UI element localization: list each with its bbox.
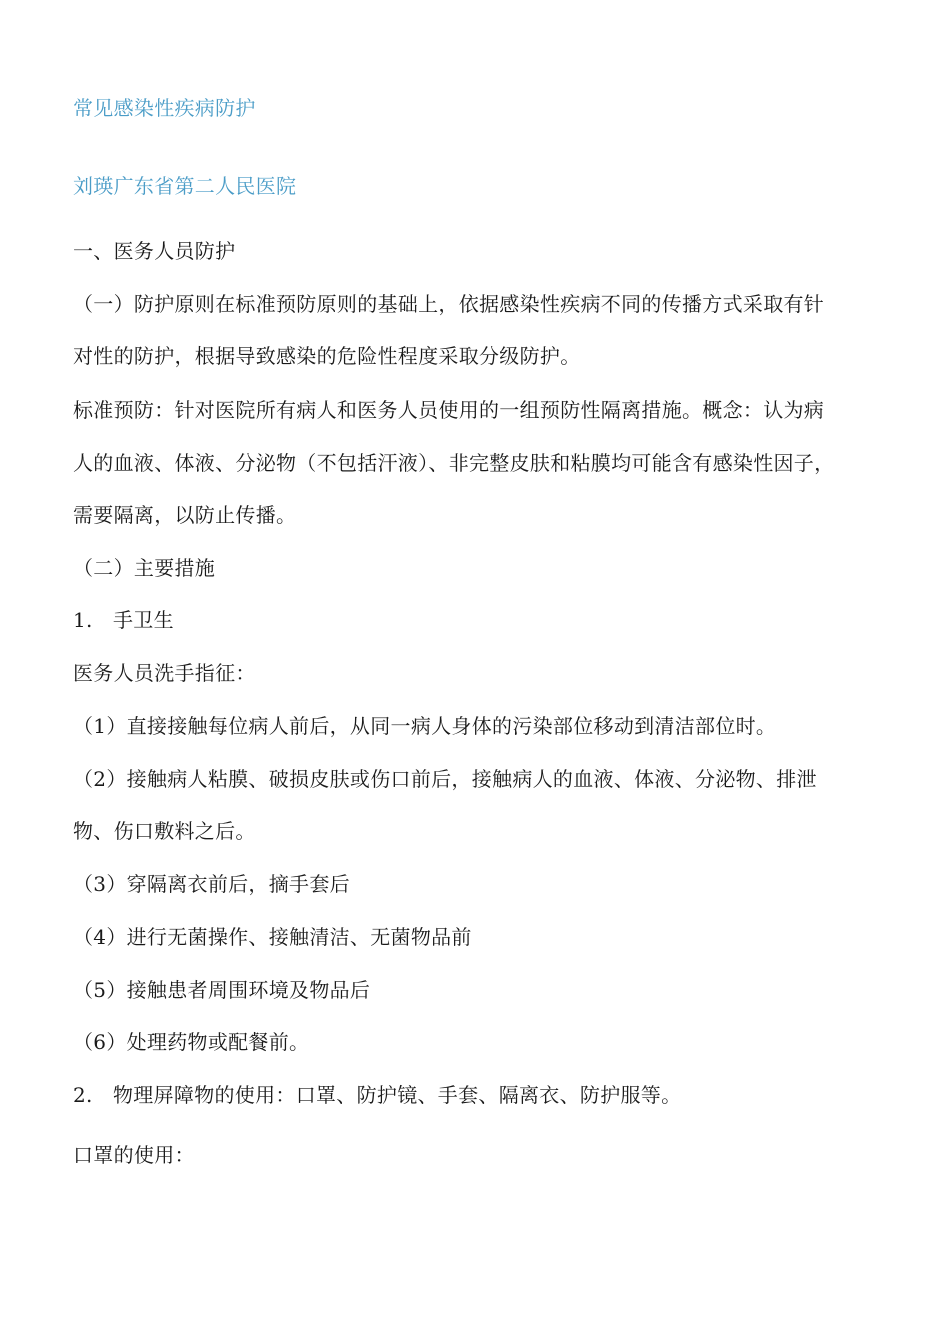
list-item: （1）直接接触每位病人前后，从同一病人身体的污染部位移动到清洁部位时。 xyxy=(73,714,777,738)
paragraph-line: 口罩的使用： xyxy=(73,1143,195,1167)
section-heading: 一、医务人员防护 xyxy=(73,239,236,263)
subsection-heading: （二）主要措施 xyxy=(73,556,216,580)
item-number: 2. xyxy=(73,1083,93,1107)
numbered-item xyxy=(73,606,873,634)
item-text: 物理屏障物的使用：口罩、防护镜、手套、隔离衣、防护服等。 xyxy=(113,1083,682,1107)
paragraph-line: 对性的防护，根据导致感染的危险性程度采取分级防护。 xyxy=(73,344,581,368)
list-item: （5）接触患者周围环境及物品后 xyxy=(73,978,371,1002)
list-item: （3）穿隔离衣前后，摘手套后 xyxy=(73,872,350,896)
item-number: 1. xyxy=(73,608,93,632)
numbered-item xyxy=(73,1081,873,1109)
document-author: 刘瑛广东省第二人民医院 xyxy=(73,174,297,198)
paragraph-line: 需要隔离，以防止传播。 xyxy=(73,503,297,527)
list-item: （6）处理药物或配餐前。 xyxy=(73,1030,310,1054)
paragraph-line: 标准预防：针对医院所有病人和医务人员使用的一组预防性隔离措施。概念：认为病 xyxy=(73,398,825,422)
list-item: （4）进行无菌操作、接触清洁、无菌物品前 xyxy=(73,925,472,949)
item-text: 手卫生 xyxy=(113,608,174,632)
paragraph-line: 医务人员洗手指征： xyxy=(73,661,256,685)
document-title: 常见感染性疾病防护 xyxy=(73,96,256,120)
list-item-continuation: 物、伤口敷料之后。 xyxy=(73,819,256,843)
list-item: （2）接触病人粘膜、破损皮肤或伤口前后，接触病人的血液、体液、分泌物、排泄 xyxy=(73,767,817,791)
paragraph-line: （一）防护原则在标准预防原则的基础上，依据感染性疾病不同的传播方式采取有针 xyxy=(73,292,825,316)
paragraph-line: 人的血液、体液、分泌物（不包括汗液）、非完整皮肤和粘膜均可能含有感染性因子， xyxy=(73,451,835,475)
